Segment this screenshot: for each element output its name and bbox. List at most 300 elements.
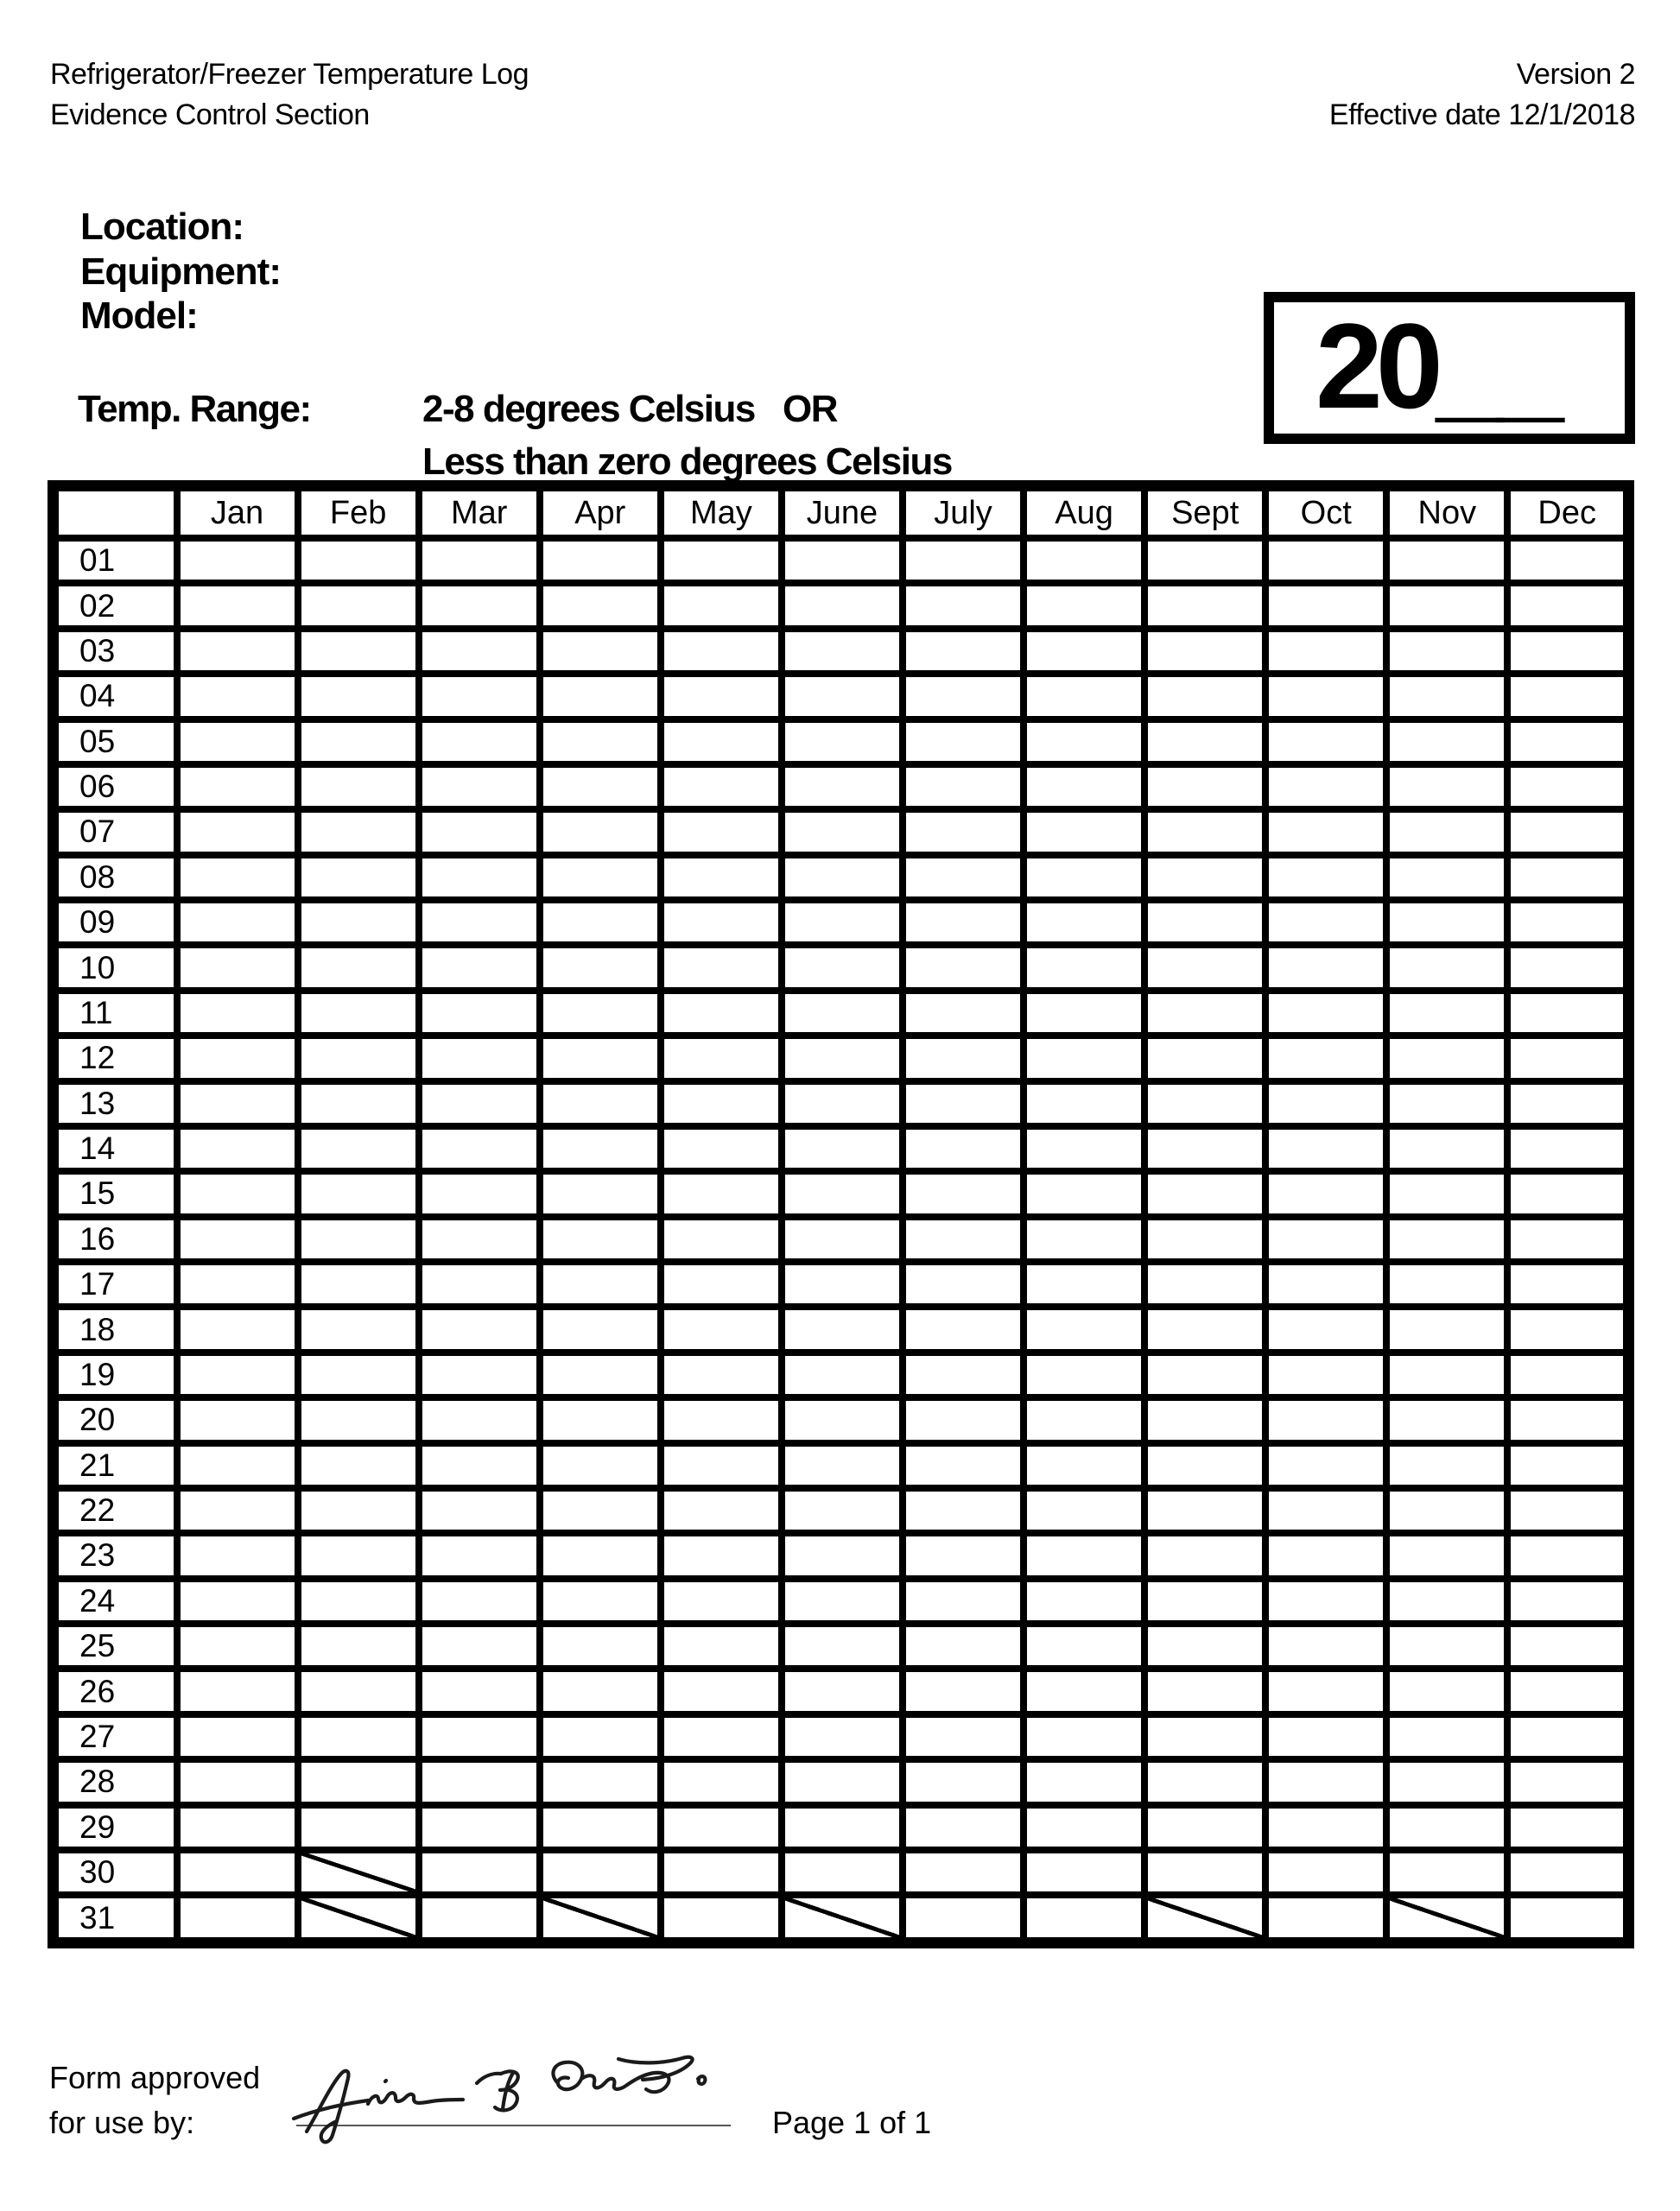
temperature-cell[interactable] xyxy=(419,1262,540,1307)
temperature-cell[interactable] xyxy=(903,1217,1024,1262)
temperature-cell[interactable] xyxy=(298,855,419,900)
temperature-cell[interactable] xyxy=(540,1081,661,1126)
temperature-cell[interactable] xyxy=(1024,719,1144,764)
temperature-cell[interactable] xyxy=(661,1397,782,1442)
temperature-cell[interactable] xyxy=(1386,809,1507,854)
temperature-cell[interactable] xyxy=(1507,1533,1628,1578)
temperature-cell[interactable] xyxy=(1507,674,1628,719)
temperature-cell[interactable] xyxy=(540,1036,661,1080)
temperature-cell[interactable] xyxy=(1386,945,1507,990)
temperature-cell[interactable] xyxy=(903,991,1024,1036)
temperature-cell[interactable] xyxy=(1507,809,1628,854)
temperature-cell[interactable] xyxy=(1144,1353,1265,1397)
temperature-cell[interactable] xyxy=(661,1126,782,1171)
temperature-cell[interactable] xyxy=(298,1669,419,1714)
temperature-cell[interactable] xyxy=(1144,583,1265,628)
temperature-cell[interactable] xyxy=(782,1036,903,1080)
temperature-cell[interactable] xyxy=(177,855,298,900)
temperature-cell[interactable] xyxy=(1144,1850,1265,1895)
temperature-cell[interactable] xyxy=(298,538,419,583)
temperature-cell[interactable] xyxy=(419,1669,540,1714)
temperature-cell[interactable] xyxy=(661,1443,782,1488)
temperature-cell[interactable] xyxy=(1144,1624,1265,1669)
temperature-cell[interactable] xyxy=(540,1714,661,1759)
temperature-cell[interactable] xyxy=(1507,1217,1628,1262)
temperature-cell[interactable] xyxy=(1024,1397,1144,1442)
temperature-cell[interactable] xyxy=(419,945,540,990)
temperature-cell[interactable] xyxy=(419,1624,540,1669)
temperature-cell[interactable] xyxy=(1386,900,1507,945)
temperature-cell[interactable] xyxy=(1265,1533,1386,1578)
temperature-cell[interactable] xyxy=(903,1397,1024,1442)
temperature-cell[interactable] xyxy=(540,991,661,1036)
temperature-cell[interactable] xyxy=(1144,945,1265,990)
temperature-cell[interactable] xyxy=(540,1488,661,1533)
temperature-cell[interactable] xyxy=(1265,991,1386,1036)
temperature-cell[interactable] xyxy=(782,809,903,854)
temperature-cell[interactable] xyxy=(1386,538,1507,583)
temperature-cell[interactable] xyxy=(1144,1714,1265,1759)
temperature-cell[interactable] xyxy=(1024,1533,1144,1578)
temperature-cell[interactable] xyxy=(540,945,661,990)
temperature-cell[interactable] xyxy=(903,538,1024,583)
temperature-cell[interactable] xyxy=(1144,1307,1265,1352)
temperature-cell[interactable] xyxy=(782,629,903,674)
temperature-cell[interactable] xyxy=(177,1217,298,1262)
temperature-cell[interactable] xyxy=(1265,1307,1386,1352)
temperature-cell[interactable] xyxy=(1386,1126,1507,1171)
temperature-cell[interactable] xyxy=(177,674,298,719)
temperature-cell[interactable] xyxy=(903,1443,1024,1488)
temperature-cell[interactable] xyxy=(782,719,903,764)
temperature-cell[interactable] xyxy=(1386,1488,1507,1533)
temperature-cell[interactable] xyxy=(1507,991,1628,1036)
temperature-cell[interactable] xyxy=(1024,1714,1144,1759)
temperature-cell[interactable] xyxy=(782,991,903,1036)
temperature-cell[interactable] xyxy=(1144,1533,1265,1578)
temperature-cell[interactable] xyxy=(419,855,540,900)
temperature-cell[interactable] xyxy=(419,1533,540,1578)
temperature-cell[interactable] xyxy=(661,1714,782,1759)
temperature-cell[interactable] xyxy=(903,809,1024,854)
temperature-cell[interactable] xyxy=(1265,1488,1386,1533)
temperature-cell[interactable] xyxy=(903,1669,1024,1714)
temperature-cell[interactable] xyxy=(1144,1443,1265,1488)
temperature-cell[interactable] xyxy=(661,583,782,628)
temperature-cell[interactable] xyxy=(1144,719,1265,764)
temperature-cell[interactable] xyxy=(1144,1669,1265,1714)
temperature-cell[interactable] xyxy=(1507,1488,1628,1533)
temperature-cell[interactable] xyxy=(177,809,298,854)
temperature-cell[interactable] xyxy=(1507,764,1628,809)
temperature-cell[interactable] xyxy=(177,1081,298,1126)
temperature-cell[interactable] xyxy=(419,1714,540,1759)
temperature-cell[interactable] xyxy=(540,1850,661,1895)
temperature-cell[interactable] xyxy=(298,1081,419,1126)
temperature-cell[interactable] xyxy=(661,945,782,990)
temperature-cell[interactable] xyxy=(1265,1126,1386,1171)
temperature-cell[interactable] xyxy=(1024,1217,1144,1262)
temperature-cell[interactable] xyxy=(419,1579,540,1624)
temperature-cell[interactable] xyxy=(1024,1126,1144,1171)
temperature-cell[interactable] xyxy=(1386,991,1507,1036)
temperature-cell[interactable] xyxy=(1144,1397,1265,1442)
temperature-cell[interactable] xyxy=(419,1759,540,1804)
temperature-cell[interactable] xyxy=(903,1353,1024,1397)
temperature-cell[interactable] xyxy=(540,1533,661,1578)
temperature-cell[interactable] xyxy=(298,1397,419,1442)
temperature-cell[interactable] xyxy=(1024,1488,1144,1533)
temperature-cell[interactable] xyxy=(903,719,1024,764)
temperature-cell[interactable] xyxy=(540,583,661,628)
temperature-cell[interactable] xyxy=(419,1081,540,1126)
temperature-cell[interactable] xyxy=(782,1081,903,1126)
temperature-cell[interactable] xyxy=(782,583,903,628)
temperature-cell[interactable] xyxy=(540,764,661,809)
temperature-cell[interactable] xyxy=(1507,1443,1628,1488)
temperature-cell[interactable] xyxy=(1144,629,1265,674)
temperature-cell[interactable] xyxy=(177,1533,298,1578)
temperature-cell[interactable] xyxy=(298,1126,419,1171)
temperature-cell[interactable] xyxy=(419,809,540,854)
temperature-cell[interactable] xyxy=(903,1081,1024,1126)
temperature-cell[interactable] xyxy=(903,674,1024,719)
temperature-cell[interactable] xyxy=(661,900,782,945)
temperature-cell[interactable] xyxy=(661,1171,782,1216)
temperature-cell[interactable] xyxy=(1265,719,1386,764)
temperature-cell[interactable] xyxy=(1024,1081,1144,1126)
temperature-cell[interactable] xyxy=(1024,855,1144,900)
temperature-cell[interactable] xyxy=(540,629,661,674)
temperature-cell[interactable] xyxy=(1507,1397,1628,1442)
temperature-cell[interactable] xyxy=(1024,991,1144,1036)
temperature-cell[interactable] xyxy=(1265,809,1386,854)
temperature-cell[interactable] xyxy=(1024,945,1144,990)
temperature-cell[interactable] xyxy=(903,1714,1024,1759)
temperature-cell[interactable] xyxy=(540,1759,661,1804)
temperature-cell[interactable] xyxy=(419,1488,540,1533)
temperature-cell[interactable] xyxy=(782,1759,903,1804)
temperature-cell[interactable] xyxy=(1265,1624,1386,1669)
temperature-cell[interactable] xyxy=(903,1579,1024,1624)
temperature-cell[interactable] xyxy=(903,583,1024,628)
temperature-cell[interactable] xyxy=(782,1579,903,1624)
temperature-cell[interactable] xyxy=(661,1579,782,1624)
temperature-cell[interactable] xyxy=(419,1850,540,1895)
temperature-cell[interactable] xyxy=(419,719,540,764)
temperature-cell[interactable] xyxy=(903,1262,1024,1307)
temperature-cell[interactable] xyxy=(661,1217,782,1262)
temperature-cell[interactable] xyxy=(177,1171,298,1216)
temperature-cell[interactable] xyxy=(1024,1895,1144,1942)
temperature-cell[interactable] xyxy=(419,538,540,583)
temperature-cell[interactable] xyxy=(1024,1443,1144,1488)
temperature-cell[interactable] xyxy=(903,1805,1024,1850)
temperature-cell[interactable] xyxy=(1024,629,1144,674)
temperature-cell[interactable] xyxy=(1265,1805,1386,1850)
temperature-cell[interactable] xyxy=(419,764,540,809)
temperature-cell[interactable] xyxy=(782,1397,903,1442)
temperature-cell[interactable] xyxy=(298,1443,419,1488)
temperature-cell[interactable] xyxy=(782,1669,903,1714)
temperature-cell[interactable] xyxy=(1386,1081,1507,1126)
temperature-cell[interactable] xyxy=(661,991,782,1036)
temperature-cell[interactable] xyxy=(540,1579,661,1624)
temperature-cell[interactable] xyxy=(1507,1262,1628,1307)
temperature-cell[interactable] xyxy=(1144,1081,1265,1126)
temperature-cell[interactable] xyxy=(419,1353,540,1397)
temperature-cell[interactable] xyxy=(177,991,298,1036)
temperature-cell[interactable] xyxy=(782,855,903,900)
temperature-cell[interactable] xyxy=(1386,1579,1507,1624)
temperature-cell[interactable] xyxy=(1386,1036,1507,1080)
temperature-cell[interactable] xyxy=(782,1624,903,1669)
temperature-cell[interactable] xyxy=(298,1307,419,1352)
temperature-cell[interactable] xyxy=(419,674,540,719)
temperature-cell[interactable] xyxy=(540,1262,661,1307)
temperature-cell[interactable] xyxy=(540,1443,661,1488)
temperature-cell[interactable] xyxy=(1265,538,1386,583)
temperature-cell[interactable] xyxy=(1507,1714,1628,1759)
temperature-cell[interactable] xyxy=(1507,900,1628,945)
temperature-cell[interactable] xyxy=(1144,1488,1265,1533)
temperature-cell[interactable] xyxy=(298,1217,419,1262)
temperature-cell[interactable] xyxy=(1386,1171,1507,1216)
temperature-cell[interactable] xyxy=(419,629,540,674)
temperature-cell[interactable] xyxy=(419,991,540,1036)
temperature-cell[interactable] xyxy=(298,1353,419,1397)
temperature-cell[interactable] xyxy=(298,1805,419,1850)
temperature-cell[interactable] xyxy=(1144,1171,1265,1216)
temperature-cell[interactable] xyxy=(1507,719,1628,764)
temperature-cell[interactable] xyxy=(1507,538,1628,583)
temperature-cell[interactable] xyxy=(1507,1081,1628,1126)
temperature-cell[interactable] xyxy=(1024,1624,1144,1669)
temperature-cell[interactable] xyxy=(1265,1579,1386,1624)
temperature-cell[interactable] xyxy=(1144,1579,1265,1624)
temperature-cell[interactable] xyxy=(1386,1669,1507,1714)
temperature-cell[interactable] xyxy=(298,764,419,809)
temperature-cell[interactable] xyxy=(177,1036,298,1080)
temperature-cell[interactable] xyxy=(1144,674,1265,719)
temperature-cell[interactable] xyxy=(1265,1081,1386,1126)
temperature-cell[interactable] xyxy=(177,1397,298,1442)
temperature-cell[interactable] xyxy=(1265,764,1386,809)
temperature-cell[interactable] xyxy=(903,1036,1024,1080)
temperature-cell[interactable] xyxy=(1507,1353,1628,1397)
temperature-cell[interactable] xyxy=(782,764,903,809)
temperature-cell[interactable] xyxy=(419,1397,540,1442)
temperature-cell[interactable] xyxy=(661,1353,782,1397)
temperature-cell[interactable] xyxy=(540,1669,661,1714)
temperature-cell[interactable] xyxy=(1386,1533,1507,1578)
temperature-cell[interactable] xyxy=(1265,1036,1386,1080)
temperature-cell[interactable] xyxy=(1386,1805,1507,1850)
temperature-cell[interactable] xyxy=(540,1171,661,1216)
temperature-cell[interactable] xyxy=(1265,1895,1386,1942)
temperature-cell[interactable] xyxy=(903,1488,1024,1533)
temperature-cell[interactable] xyxy=(298,1488,419,1533)
temperature-cell[interactable] xyxy=(298,1171,419,1216)
temperature-cell[interactable] xyxy=(540,809,661,854)
temperature-cell[interactable] xyxy=(903,1171,1024,1216)
temperature-cell[interactable] xyxy=(782,1307,903,1352)
temperature-cell[interactable] xyxy=(903,1759,1024,1804)
temperature-cell[interactable] xyxy=(177,1669,298,1714)
temperature-cell[interactable] xyxy=(177,1126,298,1171)
temperature-cell[interactable] xyxy=(661,1262,782,1307)
temperature-cell[interactable] xyxy=(1507,1624,1628,1669)
temperature-cell[interactable] xyxy=(1386,1759,1507,1804)
temperature-cell[interactable] xyxy=(177,629,298,674)
temperature-cell[interactable] xyxy=(661,764,782,809)
temperature-cell[interactable] xyxy=(782,1353,903,1397)
temperature-cell[interactable] xyxy=(782,1171,903,1216)
temperature-cell[interactable] xyxy=(1144,809,1265,854)
temperature-cell[interactable] xyxy=(1265,674,1386,719)
temperature-cell[interactable] xyxy=(540,719,661,764)
temperature-cell[interactable] xyxy=(298,1759,419,1804)
temperature-cell[interactable] xyxy=(661,1850,782,1895)
temperature-cell[interactable] xyxy=(419,1217,540,1262)
temperature-cell[interactable] xyxy=(661,1533,782,1578)
temperature-cell[interactable] xyxy=(1265,629,1386,674)
temperature-cell[interactable] xyxy=(540,538,661,583)
temperature-cell[interactable] xyxy=(298,1624,419,1669)
temperature-cell[interactable] xyxy=(661,538,782,583)
temperature-cell[interactable] xyxy=(1265,1850,1386,1895)
temperature-cell[interactable] xyxy=(1386,1443,1507,1488)
temperature-cell[interactable] xyxy=(540,1126,661,1171)
temperature-cell[interactable] xyxy=(661,719,782,764)
temperature-cell[interactable] xyxy=(540,1307,661,1352)
temperature-cell[interactable] xyxy=(1507,583,1628,628)
temperature-cell[interactable] xyxy=(1024,1759,1144,1804)
temperature-cell[interactable] xyxy=(1386,1307,1507,1352)
temperature-cell[interactable] xyxy=(419,900,540,945)
temperature-cell[interactable] xyxy=(661,1805,782,1850)
temperature-cell[interactable] xyxy=(782,1805,903,1850)
temperature-cell[interactable] xyxy=(1507,1669,1628,1714)
temperature-cell[interactable] xyxy=(1024,900,1144,945)
temperature-cell[interactable] xyxy=(177,1759,298,1804)
temperature-cell[interactable] xyxy=(1144,1036,1265,1080)
temperature-cell[interactable] xyxy=(419,583,540,628)
temperature-cell[interactable] xyxy=(1265,1714,1386,1759)
temperature-cell[interactable] xyxy=(661,1081,782,1126)
temperature-cell[interactable] xyxy=(540,855,661,900)
temperature-cell[interactable] xyxy=(1144,764,1265,809)
temperature-cell[interactable] xyxy=(661,809,782,854)
temperature-cell[interactable] xyxy=(1265,1353,1386,1397)
temperature-cell[interactable] xyxy=(177,1624,298,1669)
temperature-cell[interactable] xyxy=(1265,1397,1386,1442)
temperature-cell[interactable] xyxy=(1265,1759,1386,1804)
temperature-cell[interactable] xyxy=(661,629,782,674)
temperature-cell[interactable] xyxy=(903,900,1024,945)
temperature-cell[interactable] xyxy=(298,674,419,719)
temperature-cell[interactable] xyxy=(1507,1171,1628,1216)
temperature-cell[interactable] xyxy=(1265,855,1386,900)
temperature-cell[interactable] xyxy=(298,809,419,854)
temperature-cell[interactable] xyxy=(1265,583,1386,628)
temperature-cell[interactable] xyxy=(1024,1171,1144,1216)
temperature-cell[interactable] xyxy=(1507,1895,1628,1942)
temperature-cell[interactable] xyxy=(782,538,903,583)
temperature-cell[interactable] xyxy=(903,1624,1024,1669)
temperature-cell[interactable] xyxy=(782,1714,903,1759)
temperature-cell[interactable] xyxy=(419,1171,540,1216)
temperature-cell[interactable] xyxy=(298,945,419,990)
temperature-cell[interactable] xyxy=(1265,1443,1386,1488)
temperature-cell[interactable] xyxy=(1507,945,1628,990)
temperature-cell[interactable] xyxy=(1024,1353,1144,1397)
temperature-cell[interactable] xyxy=(903,1533,1024,1578)
temperature-cell[interactable] xyxy=(1024,1850,1144,1895)
temperature-cell[interactable] xyxy=(177,1443,298,1488)
temperature-cell[interactable] xyxy=(782,1533,903,1578)
temperature-cell[interactable] xyxy=(1507,1850,1628,1895)
temperature-cell[interactable] xyxy=(1144,855,1265,900)
temperature-cell[interactable] xyxy=(903,629,1024,674)
temperature-cell[interactable] xyxy=(1386,1624,1507,1669)
temperature-cell[interactable] xyxy=(1507,1759,1628,1804)
temperature-cell[interactable] xyxy=(540,1353,661,1397)
temperature-cell[interactable] xyxy=(1144,538,1265,583)
temperature-cell[interactable] xyxy=(1024,1307,1144,1352)
temperature-cell[interactable] xyxy=(1144,1126,1265,1171)
temperature-cell[interactable] xyxy=(298,583,419,628)
temperature-cell[interactable] xyxy=(1024,1036,1144,1080)
temperature-cell[interactable] xyxy=(177,1353,298,1397)
temperature-cell[interactable] xyxy=(177,1488,298,1533)
temperature-cell[interactable] xyxy=(177,719,298,764)
temperature-cell[interactable] xyxy=(1144,1262,1265,1307)
temperature-cell[interactable] xyxy=(177,1714,298,1759)
temperature-cell[interactable] xyxy=(903,764,1024,809)
temperature-cell[interactable] xyxy=(540,674,661,719)
temperature-cell[interactable] xyxy=(782,900,903,945)
temperature-cell[interactable] xyxy=(782,1126,903,1171)
temperature-cell[interactable] xyxy=(177,1850,298,1895)
temperature-cell[interactable] xyxy=(298,1036,419,1080)
temperature-cell[interactable] xyxy=(1144,900,1265,945)
temperature-cell[interactable] xyxy=(661,1669,782,1714)
temperature-cell[interactable] xyxy=(782,1443,903,1488)
temperature-cell[interactable] xyxy=(540,900,661,945)
temperature-cell[interactable] xyxy=(1386,1262,1507,1307)
temperature-cell[interactable] xyxy=(661,855,782,900)
temperature-cell[interactable] xyxy=(540,1217,661,1262)
temperature-cell[interactable] xyxy=(1265,1171,1386,1216)
temperature-cell[interactable] xyxy=(1507,855,1628,900)
temperature-cell[interactable] xyxy=(177,1579,298,1624)
temperature-cell[interactable] xyxy=(1024,538,1144,583)
temperature-cell[interactable] xyxy=(661,1488,782,1533)
temperature-cell[interactable] xyxy=(661,1036,782,1080)
temperature-cell[interactable] xyxy=(1386,674,1507,719)
temperature-cell[interactable] xyxy=(177,1262,298,1307)
temperature-cell[interactable] xyxy=(419,1036,540,1080)
temperature-cell[interactable] xyxy=(298,1579,419,1624)
temperature-cell[interactable] xyxy=(782,1262,903,1307)
temperature-cell[interactable] xyxy=(177,1805,298,1850)
year-box[interactable] xyxy=(1264,292,1635,444)
temperature-cell[interactable] xyxy=(1024,809,1144,854)
temperature-cell[interactable] xyxy=(782,674,903,719)
temperature-cell[interactable] xyxy=(177,583,298,628)
temperature-cell[interactable] xyxy=(1386,1353,1507,1397)
